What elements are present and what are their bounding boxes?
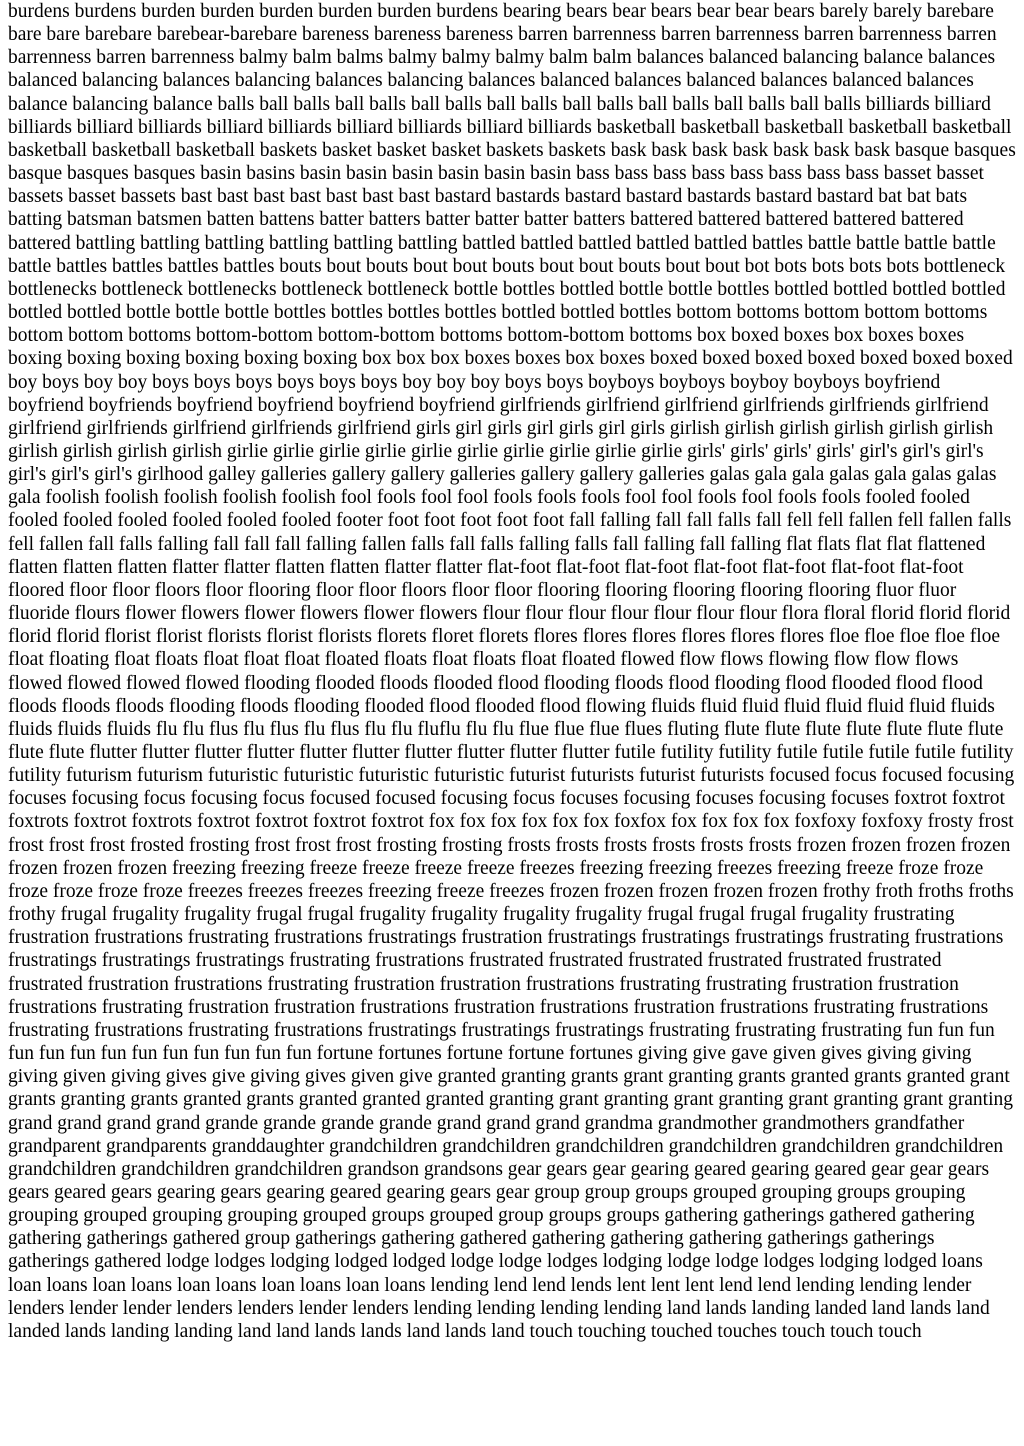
document-text: burdens burdens burden burden burden burden burden burdens bearing bears bear bears bear bear bears barely barely barebare bare bare barebare barebear-barebare bareness bareness bareness barren barrenness barren barrenness barren barrenness barren barrenness barren barrenness balmy balm balms balmy balmy balmy balm balm balances balanced balancing balance balances balanced balancing balances balancing balances balancing balances balanced balances balanced balances balanced balances balance balancing balance balls ball balls ball balls ball balls ball balls ball balls ball balls ball balls ball balls billiards billiard billiards billiard billiards billiard billiards billiard billiards billiard billiards basketball basketball basketball basketball basketball basketball basketball basketball baskets basket basket basket baskets baskets bask bask bask bask bask bask bask basque basques basque basques basques basin basins basin basin basin basin basin basin bass bass bass bass bass bass bass bass basset basset bassets basset bassets bast bast bast bast bast bast bast bastard bastards bastard bastard bastards bastard bastard bat bat bats batting batsman batsmen batten battens batter batters batter batter batter batters battered battered battered battered battered battered battling battling battling battling battling battling battled battled battled battled battled battles battle battle battle battle battle battles battles battles battles bouts bout bouts bout bout bouts bout bout bouts bout bout bot bots bots bots bots bottleneck bottlenecks bottleneck bottlenecks bottleneck bottleneck bottle bottles bottled bottle bottle bottles bottled bottled bottled bottled bottled bottled bottle bottle bottle bottles bottles bottles bottles bottled bottled bottles bottom bottoms bottom bottom bottoms bottom bottom bottoms bottom-bottom bottom-bottom bottoms bottom-bottom bottoms box boxed boxes box boxes boxes boxing boxing boxing boxing boxing boxing box box box boxes boxes box boxes boxed boxed boxed boxed boxed boxed boxed boy boys boy boy boys boys boys boys boys boys boy boy boy boys boys boyboys boyboys boyboy boyboys boyfriend boyfriend boyfriends boyfriend boyfriend boyfriend boyfriend girlfriends girlfriend girlfriend girlfriends girlfriends girlfriend girlfriend girlfriends girlfriend girlfriends girlfriend girls girl girls girl girls girl girls girlish girlish girlish girlish girlish girlish girlish girlish girlish girlish girlie girlie girlie girlie girlie girlie girlie girlie girlie girlie girls' girls' girls' girls' girl's girl's girl's girl's girl's girl's girlhood galley galleries gallery gallery galleries gallery gallery galleries galas gala gala galas gala galas galas gala foolish foolish foolish foolish foolish fool fools fool fool fools fools fools fool fool fools fool fools fools fooled fooled fooled fooled fooled fooled fooled fooled footer foot foot foot foot foot fall falling fall fall falls fall fell fell fallen fell fallen falls fell fallen fall falls falling fall fall fall falling fallen falls fall falls falling falls fall falling fall falling flat flats flat flat flattened flatten flatten flatten flatter flatter flatten flatten flatter flatter flat-foot flat-foot flat-foot flat-foot flat-foot flat-foot flat-foot floored floor floor floors floor flooring floor floor floors floor floor flooring flooring flooring flooring flooring fluor fluor fluoride flours flower flowers flower flowers flower flowers flour flour flour flour flour flour flour flora floral florid florid florid florid florid florist florist florists florist florists florets floret florets flores flores flores flores flores flores floe floe floe floe floe float floating float floats float float float floated floats float floats float floated flowed flow flows flowing flow flow flows flowed flowed flowed flowed flooding flooded floods flooded flood flooding floods flood flooding flood flooded flood flood floods floods floods flooding floods flooding flooded flood flooded flood flowing fluids fluid fluid fluid fluid fluid fluid fluids fluids fluids fluids flu flu flus flu flus flu flus flu flu fluflu flu flu flue flue flue flues fluting flute flute flute flute flute flute flute flute flute flutter flutter flutter flutter flutter flutter flutter flutter flutter flutter futile futility futility futile futile futile futile futility futility futurism futurism futuristic futuristic futuristic futuristic futurist futurists futurist futurists focused focus focused focusing focuses focusing focus focusing focus focused focused focusing focus focuses focusing focuses focusing focuses foxtrot foxtrot foxtrots foxtrot foxtrots foxtrot foxtrot foxtrot foxtrot fox fox fox fox fox fox foxfox fox fox fox fox foxfoxy foxfoxy frosty frost frost frost frost frosted frosting frost frost frost frosting frosting frosts frosts frosts frosts frosts frosts frozen frozen frozen frozen frozen frozen frozen freezing freezing freeze freeze freeze freeze freezes freezing freezing freezes freezing freeze froze froze froze froze froze froze freezes freezes freezes freezing freeze freezes frozen frozen frozen frozen frozen frothy froth froths froths frothy frugal frugality frugality frugal frugal frugality frugality frugality frugality frugal frugal frugal frugality frustrating frustration frustrations frustrating frustrations frustratings frustration frustratings frustratings frustratings frustrating frustrations frustratings frustratings frustratings frustrating frustrations frustrated frustrated frustrated frustrated frustrated frustrated frustrated frustration frustrations frustrating frustration frustration frustrations frustrating frustrating frustration frustration frustrations frustrating frustration frustration frustrations frustration frustrations frustration frustrations frustrating frustrations frustrating frustrations frustrating frustrations frustratings frustratings frustratings frustrating frustrating frustrating fun fun fun fun fun fun fun fun fun fun fun fun fun fortune fortunes fortune fortune fortunes giving give gave given gives giving giving giving given giving gives give giving gives given give granted granting grants grant granting grants granted grants granted grant grants granting grants granted grants granted granted granted granting grant granting grant granting grant granting grant granting grand grand grand grand grande grande grande grande grand grand grand grandma grandmother grandmothers grandfather grandparent grandparents granddaughter grandchildren grandchildren grandchildren grandchildren grandchildren grandchildren grandchildren grandchildren grandchildren grandson grandsons gear gears gear gearing geared gearing geared gear gear gears gears geared gears gearing gears gearing geared gearing gears gear group group groups grouped grouping groups grouping grouping grouped grouping grouping grouped groups grouped group groups groups gathering gatherings gathered gathering gathering gatherings gathered group gatherings gathering gathered gathering gathering gathering gatherings gatherings gatherings gathered lodge lodges lodging lodged lodged lodge lodge lodges lodging lodge lodge lodges lodging lodged loans loan loans loan loans loan loans loan loans loan loans lending lend lend lends lent lent lent lend lend lending lending lender lenders lender lender lenders lenders lender lenders lending lending lending lending land lands landing landed land lands land landed lands landing landing land land lands lands land lands land touch touching touched touches touch touch touch — [8, 1, 1016, 1342]
document-body — [8, 0, 1016, 1343]
